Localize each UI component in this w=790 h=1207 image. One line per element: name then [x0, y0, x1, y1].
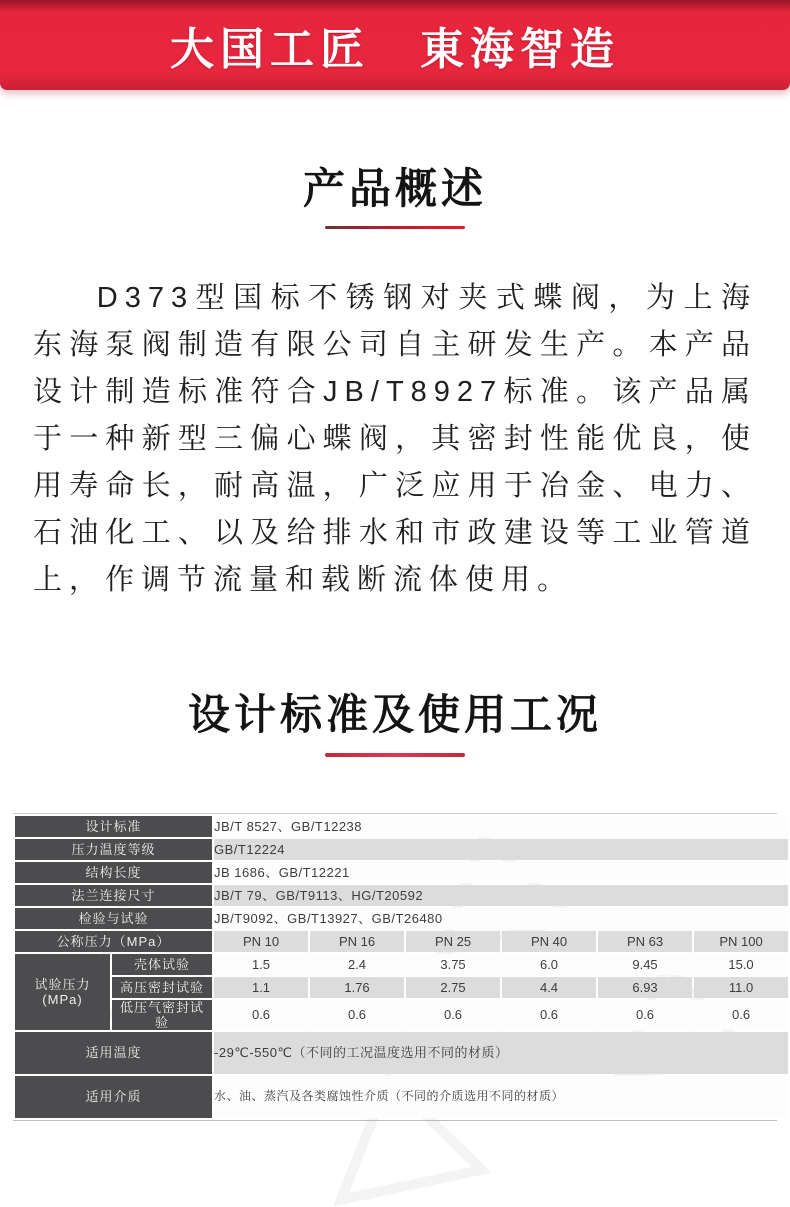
table-row: [15, 1076, 788, 1118]
spec-value-cell: 0.6: [214, 1000, 308, 1030]
ribbon-banner: [0, 0, 790, 90]
spec-value-cell: 2.75: [406, 977, 500, 998]
spec-value-cell: 2.4: [310, 954, 404, 975]
spec-value-cell: 1.5: [214, 954, 308, 975]
spec-row-label: 适用温度: [15, 1032, 212, 1074]
spec-table: [13, 813, 777, 1121]
spec-row-label: 检验与试验: [15, 908, 212, 929]
spec-value-cell: JB 1686、GB/T12221: [214, 862, 788, 883]
spec-value-cell: 水、油、蒸汽及各类腐蚀性介质（不同的介质选用不同的材质）: [214, 1076, 788, 1118]
spec-value-cell: 3.75: [406, 954, 500, 975]
spec-row-label: 结构长度: [15, 862, 212, 883]
overview-paragraph: D373型国标不锈钢对夹式蝶阀，为上海东海泵阀制造有限公司自主研发生产。本产品设计制造标准符合JB/T8927标准。该产品属于一种新型三偏心蝶阀，其密封性能优良，使用寿命长，耐高温，广泛应用于冶金、电力、石油化工、以及给排水和市政建设等工业管道上，作调节流量和载断流体使用。: [33, 282, 757, 597]
spec-value-cell: 1.1: [214, 977, 308, 998]
overview-heading-underline: [325, 226, 465, 229]
pn-column-header: PN 16: [310, 931, 404, 952]
spec-value-cell: JB/T 79、GB/T9113、HG/T20592: [214, 885, 788, 906]
standards-heading-underline: [325, 753, 465, 757]
pn-column-header: PN 63: [598, 931, 692, 952]
spec-row-label: 适用介质: [15, 1076, 212, 1118]
table-row: [15, 954, 788, 975]
spec-value-cell: 6.93: [598, 977, 692, 998]
spec-value-cell: 9.45: [598, 954, 692, 975]
spec-row-label: 压力温度等级: [15, 839, 212, 860]
spec-value-cell: GB/T12224: [214, 839, 788, 860]
spec-value-cell: 6.0: [502, 954, 596, 975]
spec-row-label: 公称压力（MPa）: [15, 931, 212, 952]
spec-subrow-label: 低压气密封试验: [112, 1000, 212, 1030]
spec-value-cell: 0.6: [694, 1000, 788, 1030]
table-row: [15, 885, 788, 906]
table-row: [15, 908, 788, 929]
pn-column-header: PN 40: [502, 931, 596, 952]
table-row: [15, 839, 788, 860]
pn-column-header: PN 100: [694, 931, 788, 952]
spec-value-cell: 0.6: [310, 1000, 404, 1030]
spec-value-cell: 0.6: [502, 1000, 596, 1030]
spec-value-cell: 4.4: [502, 977, 596, 998]
pn-column-header: PN 10: [214, 931, 308, 952]
spec-value-cell: 0.6: [598, 1000, 692, 1030]
table-row-pressure-header: [15, 931, 788, 952]
table-row: [15, 1032, 788, 1074]
overview-heading: 产品概述: [302, 165, 487, 212]
standards-heading: 设计标准及使用工况: [187, 691, 602, 739]
spec-subrow-label: 壳体试验: [112, 954, 212, 975]
spec-value-cell: 0.6: [406, 1000, 500, 1030]
banner-title: 大国工匠 東海智造: [170, 25, 620, 74]
spec-group-label: 试验压力(MPa): [15, 954, 110, 1030]
spec-row-label: 法兰连接尺寸: [15, 885, 212, 906]
table-row: [15, 977, 788, 998]
spec-row-label: 设计标准: [15, 816, 212, 837]
pn-column-header: PN 25: [406, 931, 500, 952]
table-row: [15, 862, 788, 883]
spec-value-cell: 15.0: [694, 954, 788, 975]
spec-value-cell: 11.0: [694, 977, 788, 998]
table-row: [15, 816, 788, 837]
spec-value-cell: 1.76: [310, 977, 404, 998]
table-row: [15, 1000, 788, 1030]
spec-subrow-label: 高压密封试验: [112, 977, 212, 998]
spec-value-cell: JB/T 8527、GB/T12238: [214, 816, 788, 837]
spec-value-cell: -29℃-550℃（不同的工况温度选用不同的材质）: [214, 1032, 788, 1074]
spec-value-cell: JB/T9092、GB/T13927、GB/T26480: [214, 908, 788, 929]
